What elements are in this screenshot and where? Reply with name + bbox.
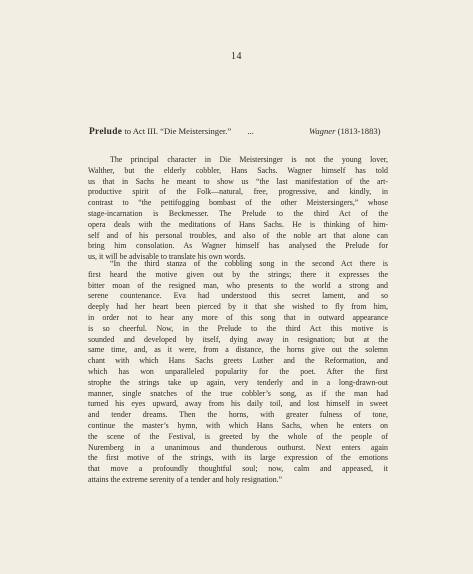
- text-line: The principal character in Die Meistersinger is not the young lover,: [110, 155, 388, 164]
- text-line: and tender dreams. Then the horns, with greater fulness of tone,: [88, 410, 388, 420]
- text-line: Walther, but the elderly cobbler, Hans Sachs. Wagner himself has told: [88, 165, 388, 175]
- text-line: is so cheerful. Now, in the Prelude to the third Act this motive is: [88, 323, 388, 333]
- text-line: first heard the motive given out by the strings; there it expresses the: [88, 269, 388, 279]
- heading-composer: [309, 126, 381, 136]
- paragraph-intro: [88, 155, 388, 263]
- text-line: turned his eyes upward, away from his daily toil, and lost himself in sweet: [88, 399, 388, 409]
- text-line: stage-incarnation is Beckmesser. The Prelude to the third Act of the: [88, 208, 388, 218]
- text-line: manner, single snatches of the true cobbler’s song, as if the man had: [88, 388, 388, 398]
- text-line: serene countenance. Eva had understood this secret lament, and so: [88, 291, 388, 301]
- paragraph-quotation: [88, 259, 388, 486]
- text-line: continue the master’s hymn, with which Hans Sachs, when he enters on: [88, 420, 388, 430]
- text-line: strophe the strings take up again, very tenderly and in a long-drawn-out: [88, 377, 388, 387]
- section-heading: [89, 126, 389, 137]
- text-line: the first motive of the strings, with its large expression of the emotions: [88, 453, 388, 463]
- text-line: contrast to “the pettifogging bombast of the other Meistersingers,” whose: [88, 198, 388, 208]
- text-line: attains the extreme serenity of a tender and holy resignation.”: [88, 474, 283, 484]
- text-line: bring him consolation. As Wagner himself has analysed the Prelude for: [88, 241, 388, 251]
- text-line: which has won unparalleled popularity for the poet. After the first: [88, 366, 388, 376]
- text-line: in order not to hear any more of this song that in outward appearance: [88, 312, 388, 322]
- text-line: us that in Sachs he meant to show us “the last manifestation of the art-: [88, 176, 388, 186]
- heading-act: to Act III.: [124, 126, 158, 136]
- text-line: Nuremberg in a unanimous and thunderous outburst. Next enters again: [88, 442, 388, 452]
- text-line: productive spirit of the Folk—natural, free, progressive, and kindly, in: [88, 187, 388, 197]
- page-number: 14: [231, 51, 242, 62]
- text-line: bitter moan of the resigned man, who presents to the world a strong and: [88, 280, 388, 290]
- text-line: same time, and, as it were, from a distance, the horns give out the solemn: [88, 345, 388, 355]
- heading-dots: ...: [247, 126, 254, 136]
- text-line: chant with which Hans Sachs greets Luther and the Reformation, and: [88, 356, 388, 366]
- heading-prelude: Prelude: [89, 127, 123, 137]
- text-line: sounded and developed by itself, dying away in resignation; but at the: [88, 334, 388, 344]
- text-line: self and of his personal troubles, and also of the noble art that alone can: [88, 230, 388, 240]
- composer-dates: (1813-1883): [337, 126, 381, 136]
- text-line: “In the third stanza of the cobbling song in the second Act there is: [110, 259, 388, 268]
- text-line: opera deals with the meditations of Hans Sachs. He is thinking of him-: [88, 219, 388, 229]
- composer-name: Wagner: [309, 126, 336, 136]
- text-line: us, it will be advisable to translate his own words.: [88, 252, 246, 262]
- text-line: deeply had her heart been pierced by it that she wished to fly from him,: [88, 302, 388, 312]
- text-line: the scene of the Festival, is greeted by the whole of the people of: [88, 431, 388, 441]
- text-line: that move a profoundly thoughtful soul; now, calm and appeased, it: [88, 464, 388, 474]
- heading-title: “Die Meistersinger.”: [160, 126, 232, 136]
